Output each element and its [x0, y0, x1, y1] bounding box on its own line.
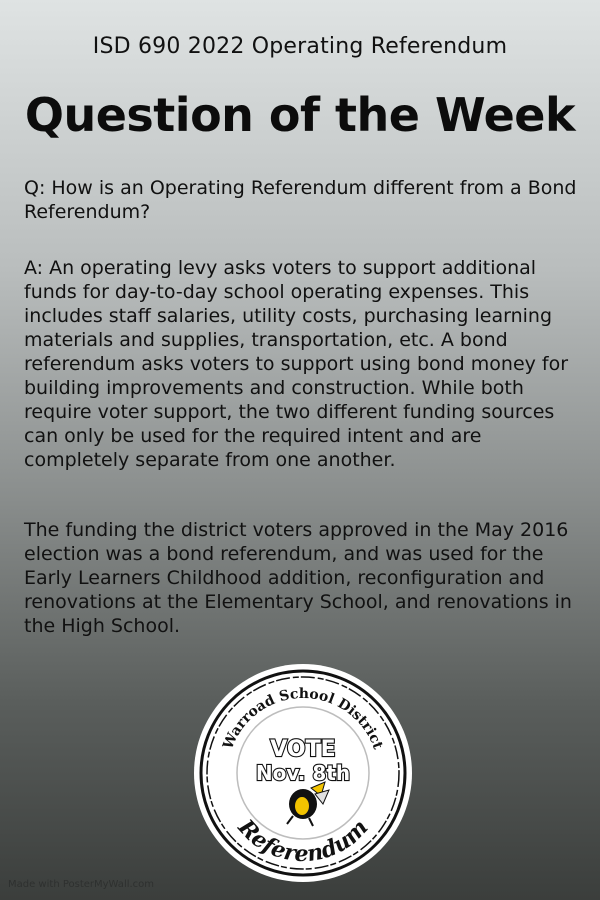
poster-title: Question of the Week [24, 88, 576, 142]
poster-subtitle: ISD 690 2022 Operating Referendum [92, 34, 508, 59]
seal-date: Nov. 8th [255, 761, 351, 785]
answer-text: A: An operating levy asks voters to support additional funds for day-to-day school operating expenses. This includes staff salaries, utility costs, purchasing learning materials and supplies, transportation, etc. A bond referendum asks voters to support using bond money for building improvements and construction. While both require voter support, the two different funding sources can only be used for the required intent and are completely separate from one another. [24, 257, 569, 471]
watermark: Made with PosterMyWall.com [8, 879, 155, 890]
history-paragraph: The funding the district voters approved in the May 2016 election was a bond referendum, and was used for the Early Learners Childhood addition, reconfiguration and renovations at the Elementary School, and renovations in the High School. [24, 519, 572, 637]
question-text: Q: How is an Operating Referendum different from a Bond Referendum? [24, 177, 577, 223]
seal-vote: VOTE [270, 737, 336, 762]
referendum-seal [192, 662, 414, 884]
seal-arc-bottom: Referendum [232, 814, 374, 868]
seal-arc-top: Warroad School District [220, 685, 386, 752]
